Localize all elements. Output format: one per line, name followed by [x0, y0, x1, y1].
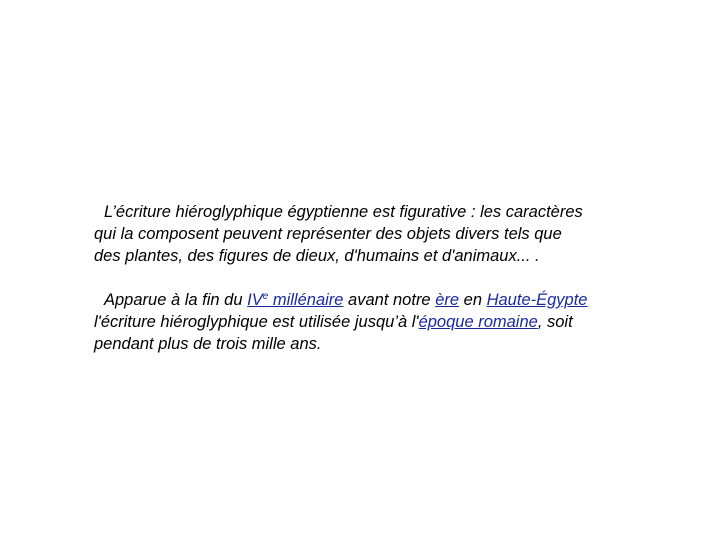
link-haute-egypte[interactable]: Haute-Égypte [486, 291, 588, 309]
paragraph-origin [94, 289, 664, 355]
paragraph-2-text-1: Apparue à la fin du [104, 291, 248, 309]
slide-body [94, 201, 664, 355]
paragraph-2-text-3: en [459, 291, 487, 309]
link-millenaire-roman: IV [247, 291, 263, 309]
paragraph-1-line-3: des plantes, des figures de dieux, d'humains et d'animaux... . [94, 247, 540, 265]
link-ere[interactable]: ère [435, 291, 460, 309]
link-millenaire-text: millénaire [268, 291, 344, 309]
paragraph-2-text-2: avant notre [343, 291, 436, 309]
paragraph-2-text-5: , soit [537, 313, 573, 331]
paragraph-1-line-1: L’écriture hiéroglyphique égyptienne est figurative : les caractères [104, 203, 583, 221]
paragraph-1-line-2: qui la composent peuvent représenter des objets divers tels que [94, 225, 562, 243]
link-millenaire-superscript: e [262, 291, 269, 302]
link-epoque-romaine[interactable]: époque romaine [418, 313, 538, 331]
paragraph-figurative [94, 201, 664, 267]
paragraph-2-text-4: l'écriture hiéroglyphique est utilisée jusqu’à l' [94, 313, 419, 331]
paragraph-2-text-6: pendant plus de trois mille ans. [94, 335, 322, 353]
link-millenaire[interactable] [247, 291, 343, 309]
